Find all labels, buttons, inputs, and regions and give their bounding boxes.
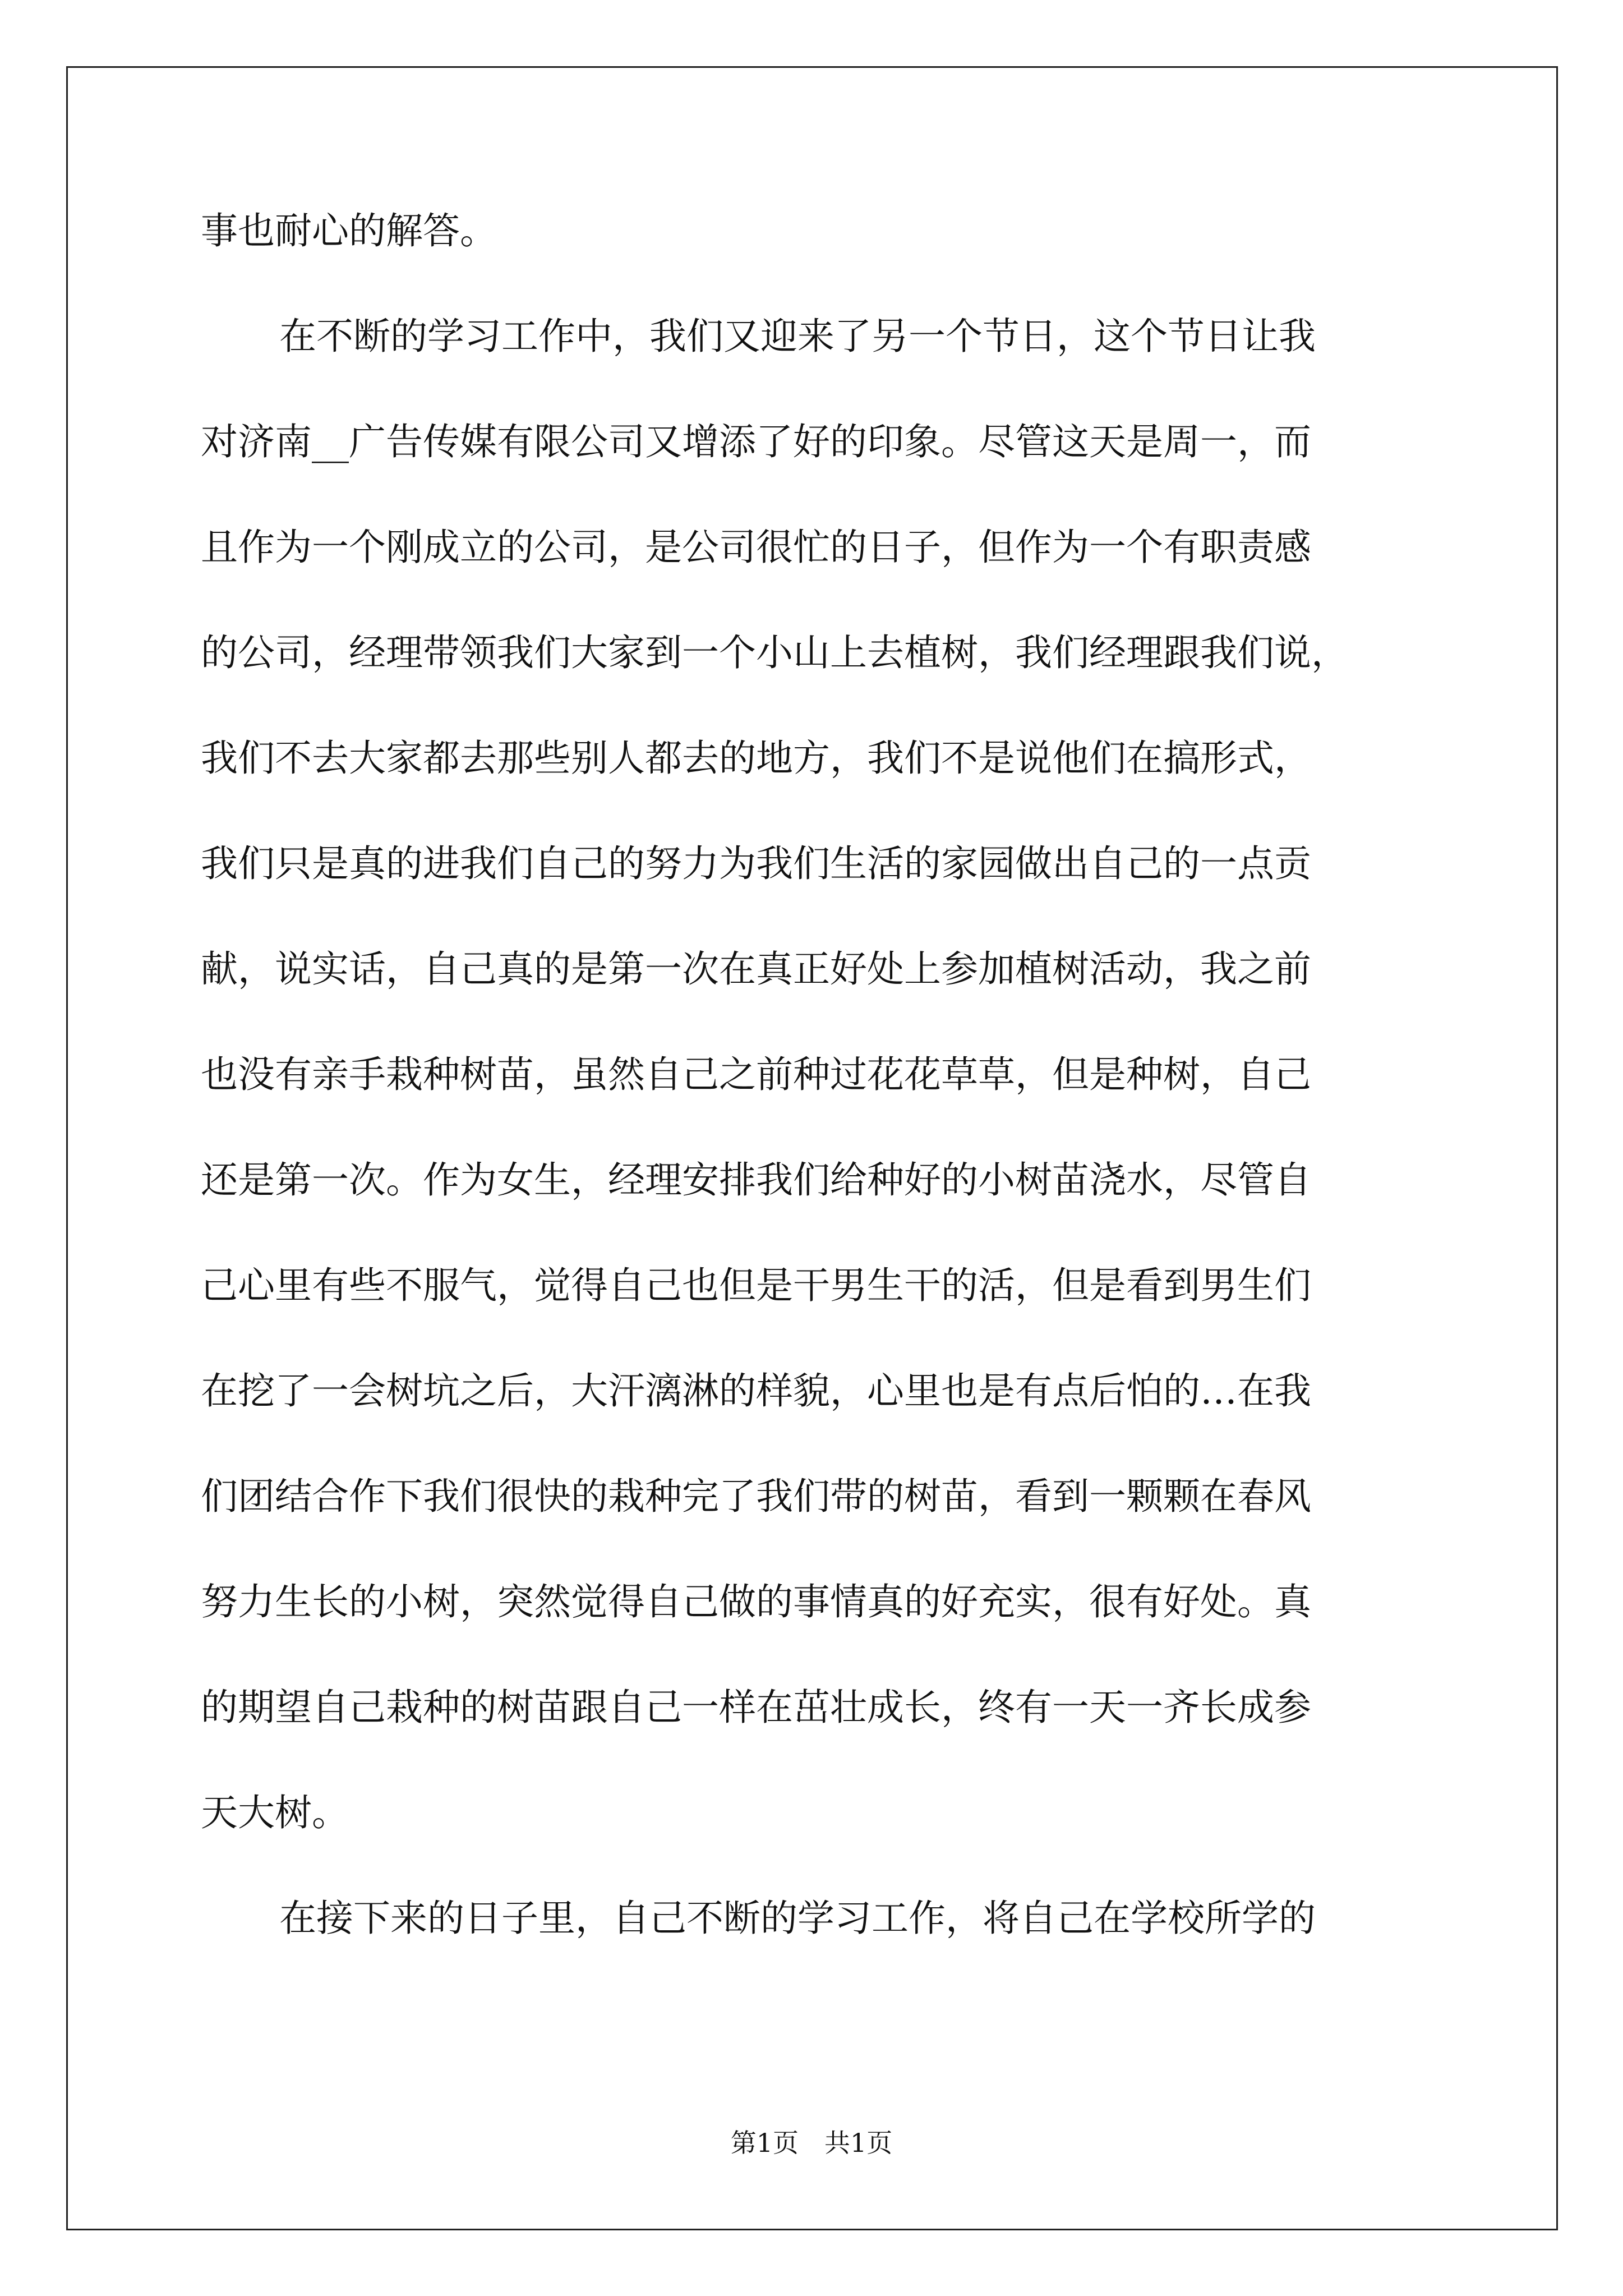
text-line: 的期望自己栽种的树苗跟自己一样在茁壮成长，终有一天一齐长成参: [201, 1686, 1311, 1729]
text-line: 还是第一次。作为女生，经理安排我们给种好的小树苗浇水，尽管自: [201, 1158, 1311, 1202]
text-line: 在接下来的日子里，自己不断的学习工作，将自己在学校所学的: [279, 1897, 1316, 1940]
page-number: 第1页: [730, 2128, 799, 2158]
text-line: 努力生长的小树，突然觉得自己做的事情真的好充实，很有好处。真: [201, 1580, 1311, 1623]
text-line: 的公司，经理带领我们大家到一个小山上去植树，我们经理跟我们说，: [201, 631, 1348, 674]
text-line: 在挖了一会树坑之后，大汗漓淋的样貌，心里也是有点后怕的…在我: [201, 1369, 1311, 1412]
text-line: 对济南__广告传媒有限公司又增添了好的印象。尽管这天是周一，而: [201, 420, 1311, 463]
text-line: 在不断的学习工作中，我们又迎来了另一个节日，这个节日让我: [279, 315, 1316, 358]
page-footer: [0, 2127, 1623, 2159]
text-line: 我们不去大家都去那些别人都去的地方，我们不是说他们在搞形式，: [201, 737, 1311, 780]
text-line: 且作为一个刚成立的公司，是公司很忙的日子，但作为一个有职责感: [201, 526, 1311, 569]
text-line: 己心里有些不服气，觉得自己也但是干男生干的活，但是看到男生们: [201, 1264, 1311, 1307]
text-line: 也没有亲手栽种树苗，虽然自己之前种过花花草草，但是种树，自己: [201, 1053, 1311, 1096]
page-total: 共1页: [824, 2128, 893, 2158]
text-line: 们团结合作下我们很快的栽种完了我们带的树苗，看到一颗颗在春风: [201, 1475, 1311, 1518]
text-line: 事也耐心的解答。: [201, 209, 497, 252]
text-line: 我们只是真的进我们自己的努力为我们生活的家园做出自己的一点贡: [201, 842, 1311, 885]
text-line: 献，说实话，自己真的是第一次在真正好处上参加植树活动，我之前: [201, 947, 1311, 991]
text-line: 天大树。: [201, 1791, 349, 1834]
